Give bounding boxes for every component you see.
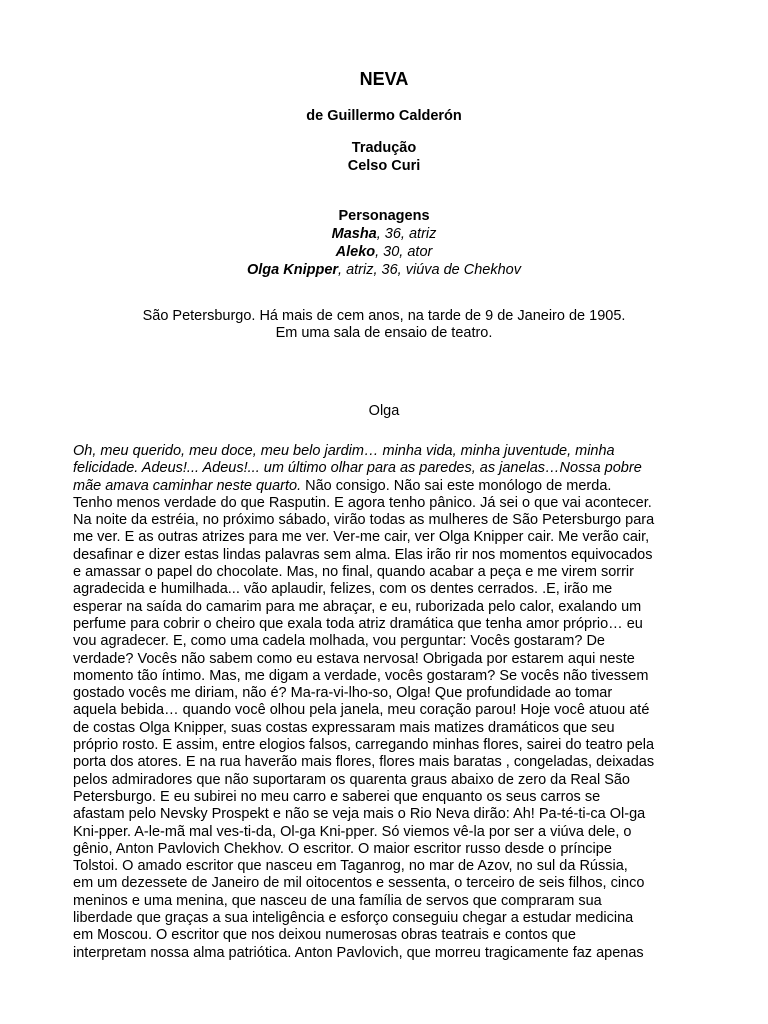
monologue-line: e amassar o papel do chocolate. Mas, no final, quando acabar a peça e me virem sorrir (73, 564, 634, 581)
translation-label: Tradução (351, 140, 417, 156)
characters-heading: Personagens (338, 208, 430, 224)
character-entry (0, 225, 768, 243)
monologue-line: meninos e uma menina, que nasceu de una família de servos que compraram sua (73, 892, 602, 909)
play-author: de Guillermo Calderón (306, 108, 462, 124)
monologue-line: liberdade que graças a sua inteligência e esforço conseguiu chegar a estudar medicina (73, 910, 634, 927)
scene-setting (0, 308, 768, 342)
monologue-line: vou agradecer. E, como uma cadela molhada, vou perguntar: Vocês gostaram? De (73, 633, 605, 650)
monologue-line: aquela bebida… quando você olhou pela janela, meu coração parou! Hoje você atuou até (73, 702, 650, 719)
monologue-line: Kni-pper. A-le-mã mal ves-ti-da, Ol-ga Kni-pper. Só viemos vê-la por ser a viúva dele, o (73, 823, 632, 840)
character-description: , 36, atriz (376, 226, 437, 242)
monologue-line: felicidade. Adeus!... Adeus!... um último olhar para as paredes, as janelas…Nossa pobre (73, 460, 642, 477)
monologue-line: esperar na saída do camarim para me abraçar, e eu, ruborizada pelo calor, exalando um (73, 598, 642, 615)
monologue-line: porta dos atores. E na rua haverão mais flores, flores mais baratas , congeladas, deixadas (73, 754, 655, 771)
monologue-line: Tolstoi. O amado escritor que nasceu em Taganrog, no mar de Azov, no sul da Rússia, (73, 858, 628, 875)
character-name: Masha (331, 226, 377, 242)
monologue-text (73, 443, 713, 962)
monologue-line (73, 478, 713, 495)
monologue-line: me ver. E as outras atrizes para me ver. Ver-me cair, ver Olga Knipper cair. Me verão cair, (73, 529, 650, 546)
monologue-line: Tenho menos verdade do que Rasputin. E agora tenho pânico. Já sei o que vai acontecer. (73, 494, 652, 511)
character-name: Aleko (335, 244, 376, 260)
monologue-line: momento tão íntimo. Mas, me digam a verdade, vocês gostaram? Se vocês não tivessem (73, 667, 649, 684)
character-description: , 30, ator (375, 244, 433, 260)
monologue-line: em Moscou. O escritor que nos deixou numerosas obras teatrais e contos que (73, 927, 576, 944)
monologue-line: interpretam nossa alma patriótica. Anton Pavlovich, que morreu tragicamente faz apenas (73, 944, 644, 961)
monologue-line: desafinar e dizer estas lindas palavras sem alma. Elas irão rir nos momentos equivocados (73, 546, 653, 563)
monologue-line: próprio rosto. E assim, entre elogios falsos, carregando minhas flores, sairei do teatro pela (73, 737, 655, 754)
character-name: Olga Knipper (246, 262, 339, 278)
character-entry (0, 243, 768, 261)
play-title: NEVA (359, 69, 409, 89)
monologue-line: verdade? Vocês não sabem como eu estava nervosa! Obrigada por estarem aqui neste (73, 650, 635, 667)
characters-list (0, 207, 768, 279)
monologue-line: gostado vocês me diriam, não é? Ma-ra-vi-lho-so, Olga! Que profundidade ao tomar (73, 685, 613, 702)
speaker-name: Olga (368, 403, 400, 419)
monologue-line: Petersburgo. E eu subirei no meu carro e saberei que enquanto os seus carros se (73, 788, 601, 805)
monologue-line: gênio, Anton Pavlovich Chekhov. O escritor. O maior escritor russo desde o príncipe (73, 840, 612, 857)
monologue-italic-fragment: mãe amava caminhar neste quarto. (73, 477, 302, 494)
monologue-line: Na noite da estréia, no próximo sábado, virão todas as mulheres de São Petersburgo para (73, 512, 655, 529)
monologue-line: em um dezessete de Janeiro de mil oitocentos e sessenta, o terceiro de seis filhos, cinco (73, 875, 645, 892)
monologue-line: agradecida e humilhada... vão aplaudir, felizes, com os dentes cerrados. .E, irão me (73, 581, 613, 598)
character-description: , atriz, 36, viúva de Chekhov (338, 262, 521, 278)
setting-line: Em uma sala de ensaio de teatro. (275, 325, 493, 341)
monologue-line: Oh, meu querido, meu doce, meu belo jardim… minha vida, minha juventude, minha (73, 443, 615, 459)
monologue-line: afastam pelo Nevsky Prospekt e não se veja mais o Rio Neva dirão: Ah! Pa-té-ti-ca Ol-ga (73, 806, 646, 823)
translation-credit (0, 139, 768, 175)
translator-name: Celso Curi (347, 158, 421, 174)
setting-line: São Petersburgo. Há mais de cem anos, na tarde de 9 de Janeiro de 1905. (142, 308, 626, 324)
character-entry (0, 261, 768, 279)
monologue-fragment: Não consigo. Não sai este monólogo de merda. (301, 477, 612, 494)
monologue-line: pelos admiradores que não suportaram os quarenta graus abaixo de zero da Real São (73, 771, 630, 788)
monologue-line: perfume para cobrir o cheiro que exala toda atriz dramática que tenha amor próprio… eu (73, 615, 643, 632)
monologue-line: de costas Olga Knipper, suas costas expressaram mais matizes dramáticos que seu (73, 719, 615, 736)
